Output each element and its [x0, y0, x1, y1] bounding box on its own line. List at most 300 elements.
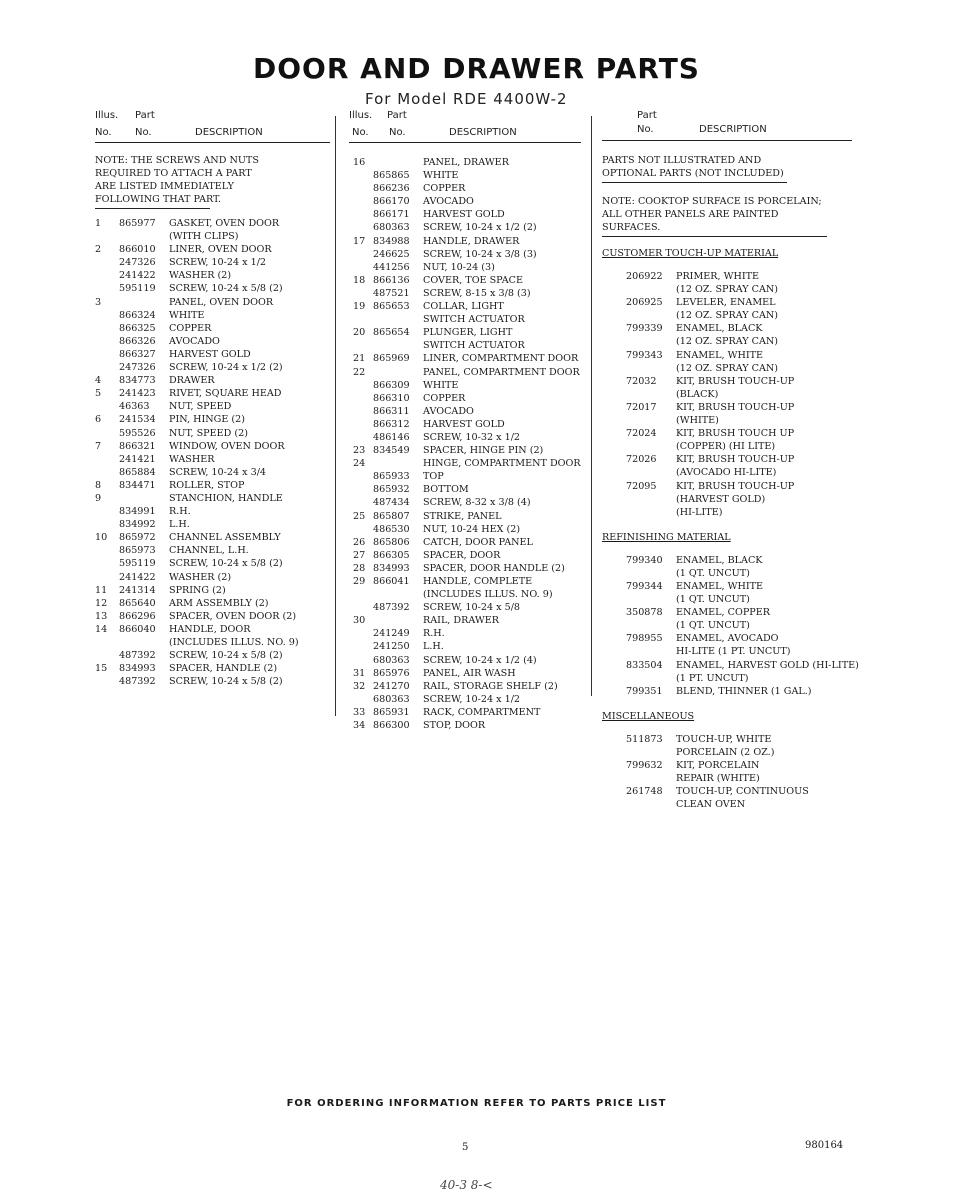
- table-row: [602, 772, 852, 785]
- part-number: 487521: [373, 287, 410, 299]
- table-row: [95, 571, 330, 584]
- table-row: [95, 217, 330, 230]
- table-row: [602, 466, 852, 479]
- table-row: [349, 300, 581, 313]
- part-number: 72024: [626, 428, 657, 440]
- illus-number: 10: [95, 532, 108, 544]
- part-description: CATCH, DOOR PANEL: [423, 536, 533, 548]
- table-row: [349, 562, 581, 575]
- part-description: COPPER: [169, 322, 212, 334]
- part-number: 241314: [119, 584, 156, 596]
- illus-number: 8: [95, 479, 102, 491]
- part-description: ENAMEL, COPPER: [676, 607, 770, 619]
- page-subtitle: For Model RDE 4400W-2: [365, 90, 568, 108]
- table-row: [349, 483, 581, 496]
- table-row: [95, 243, 330, 256]
- part-description: (1 QT. UNCUT): [676, 567, 750, 579]
- part-description: ENAMEL, WHITE: [676, 580, 764, 592]
- part-description: LINER, OVEN DOOR: [169, 244, 272, 256]
- table-row: [349, 195, 581, 208]
- part-number: 72026: [626, 454, 657, 466]
- table-row: [95, 374, 330, 387]
- part-number: 865931: [373, 706, 410, 718]
- table-row: [349, 156, 581, 169]
- note-rule: [602, 236, 827, 237]
- table-row: [349, 640, 581, 653]
- part-number: 866309: [373, 379, 410, 391]
- part-number: 241249: [373, 628, 410, 640]
- section-heading: REFINISHING MATERIAL: [602, 531, 731, 543]
- part-description: KIT, BRUSH TOUCH-UP: [676, 375, 795, 387]
- part-number: 866010: [119, 244, 156, 256]
- table-row: [602, 296, 852, 309]
- part-description: TOP: [423, 471, 444, 483]
- part-description: L.H.: [423, 641, 444, 653]
- illus-number: 5: [95, 388, 102, 400]
- part-description: SCREW, 10-24 x 5/8 (2): [169, 283, 283, 295]
- part-description: SPACER, HANDLE (2): [169, 663, 278, 675]
- table-row: [95, 544, 330, 557]
- part-description: ENAMEL, BLACK: [676, 323, 763, 335]
- part-description: NUT, 10-24 (3): [423, 261, 495, 273]
- part-number: 834991: [119, 506, 156, 518]
- part-number: 866136: [373, 274, 410, 286]
- illus-number: 4: [95, 375, 102, 387]
- table-row: [349, 680, 581, 693]
- header-description: DESCRIPTION: [699, 124, 767, 135]
- table-row: [602, 554, 852, 567]
- part-description: BOTTOM: [423, 484, 469, 496]
- part-description: LINER, COMPARTMENT DOOR: [423, 353, 579, 365]
- note-rule: [95, 208, 210, 209]
- part-description: ENAMEL, AVOCADO: [676, 633, 779, 645]
- part-description: COPPER: [423, 392, 466, 404]
- parts-list: [95, 217, 330, 688]
- table-row: [349, 339, 581, 352]
- part-description: STRIKE, PANEL: [423, 510, 502, 522]
- table-row: [349, 405, 581, 418]
- part-description: COLLAR, LIGHT: [423, 301, 504, 313]
- part-number: 261748: [626, 786, 663, 798]
- table-row: [95, 649, 330, 662]
- part-description: (HI-LITE): [676, 506, 723, 518]
- part-description: HARVEST GOLD: [169, 348, 251, 360]
- table-row: [95, 413, 330, 426]
- table-row: [349, 536, 581, 549]
- illus-number: 23: [353, 445, 366, 457]
- table-row: [349, 667, 581, 680]
- part-number: 866171: [373, 209, 410, 221]
- section-rows: [602, 554, 859, 698]
- note-line: ARE LISTED IMMEDIATELY: [95, 181, 234, 192]
- table-row: [602, 506, 852, 519]
- part-number: 595526: [119, 427, 156, 439]
- parts-list: [349, 156, 581, 732]
- part-number: 241421: [119, 453, 156, 465]
- table-row: [602, 567, 852, 580]
- part-description: SCREW, 10-24 x 1/2 (2): [169, 362, 283, 374]
- part-description: PRIMER, WHITE: [676, 271, 760, 282]
- part-number: 834992: [119, 519, 156, 531]
- part-number: 865932: [373, 484, 410, 496]
- table-row: [349, 457, 581, 470]
- part-number: 241423: [119, 388, 156, 400]
- illus-number: 19: [353, 301, 366, 313]
- part-number: 241250: [373, 641, 410, 653]
- part-number: 834471: [119, 479, 156, 491]
- part-number: 441256: [373, 261, 410, 273]
- part-description: (12 OZ. SPRAY CAN): [676, 362, 779, 374]
- part-number: 487392: [119, 676, 156, 688]
- part-description: (12 OZ. SPRAY CAN): [676, 336, 779, 348]
- illus-number: 7: [95, 440, 102, 452]
- header-rule: [349, 142, 581, 143]
- table-row: [602, 606, 852, 619]
- page-number: 5: [462, 1142, 469, 1153]
- part-description: HARVEST GOLD: [423, 418, 505, 430]
- table-row: [602, 270, 852, 283]
- part-description: PIN, HINGE (2): [169, 414, 245, 426]
- section-heading: CUSTOMER TOUCH-UP MATERIAL: [602, 248, 779, 259]
- illus-number: 1: [95, 218, 102, 229]
- part-description: SCREW, 10-24 x 5/8 (2): [169, 650, 283, 662]
- column-header: [349, 110, 581, 144]
- header-part: Part: [135, 110, 155, 121]
- part-description: SPACER, DOOR: [423, 549, 501, 561]
- part-number: 206922: [626, 271, 663, 282]
- part-description: ENAMEL, BLACK: [676, 554, 763, 566]
- illus-number: 28: [353, 562, 366, 574]
- page-title: DOOR AND DRAWER PARTS: [253, 52, 700, 85]
- part-number: 866040: [119, 623, 156, 635]
- part-description: SCREW, 10-24 x 5/8 (2): [169, 676, 283, 688]
- header-illus: Illus.: [95, 110, 119, 121]
- part-number: 866305: [373, 549, 410, 561]
- part-description: ENAMEL, HARVEST GOLD (HI-LITE): [676, 659, 859, 671]
- part-description: (1 QT. UNCUT): [676, 594, 750, 606]
- illus-number: 29: [353, 576, 366, 587]
- table-row: [95, 479, 330, 492]
- table-row: [602, 440, 852, 453]
- column-header: [602, 110, 852, 144]
- part-description: CLEAN OVEN: [676, 799, 746, 811]
- table-row: [602, 309, 852, 322]
- part-description: NUT, SPEED (2): [169, 427, 248, 439]
- part-description: WASHER (2): [169, 270, 232, 282]
- part-description: HI-LITE (1 PT. UNCUT): [676, 646, 791, 658]
- part-number: 865865: [373, 170, 410, 182]
- table-row: [349, 235, 581, 248]
- part-number: 865640: [119, 597, 156, 609]
- handwritten-mark: 40-3 8-<: [440, 1178, 493, 1192]
- table-row: [349, 326, 581, 339]
- illus-number: 18: [353, 274, 366, 286]
- part-description: PLUNGER, LIGHT: [423, 327, 513, 339]
- table-row: [95, 400, 330, 413]
- header-description: DESCRIPTION: [449, 127, 517, 138]
- table-row: [602, 685, 852, 698]
- header-part-no: No.: [637, 124, 654, 135]
- part-number: 834993: [373, 562, 410, 574]
- part-number: 487434: [373, 497, 410, 509]
- header-illus: Illus.: [349, 110, 373, 121]
- part-description: PANEL, DRAWER: [423, 157, 509, 168]
- note-rule: [602, 182, 787, 183]
- part-description: SCREW, 10-24 x 1/2: [169, 257, 267, 269]
- part-number: 799340: [626, 554, 663, 566]
- part-description: SCREW, 10-24 x 1/2: [423, 693, 521, 705]
- part-number: 595119: [119, 283, 156, 295]
- part-description: AVOCADO: [169, 335, 220, 347]
- part-number: 798955: [626, 633, 663, 645]
- header-description: DESCRIPTION: [195, 127, 263, 138]
- table-row: [95, 675, 330, 688]
- table-row: [95, 518, 330, 531]
- note-line: FOLLOWING THAT PART.: [95, 194, 222, 205]
- part-number: 865976: [373, 667, 410, 679]
- illus-number: 32: [353, 680, 366, 692]
- table-row: [95, 440, 330, 453]
- table-row: [602, 414, 852, 427]
- part-description: LEVELER, ENAMEL: [676, 297, 776, 309]
- part-number: 865884: [119, 466, 156, 478]
- table-row: [349, 549, 581, 562]
- table-row: [95, 466, 330, 479]
- illus-number: 9: [95, 492, 102, 504]
- part-description: (AVOCADO HI-LITE): [676, 467, 777, 479]
- parts-column-3: [602, 110, 859, 811]
- note-line: REQUIRED TO ATTACH A PART: [95, 168, 252, 179]
- part-description: SCREW, 8-15 x 3/8 (3): [423, 287, 531, 299]
- part-number: 866327: [119, 348, 156, 360]
- parts-column-1: [95, 110, 330, 688]
- part-number: 833504: [626, 659, 663, 671]
- part-number: 241422: [119, 571, 156, 583]
- table-row: [349, 693, 581, 706]
- part-description: KIT, BRUSH TOUCH UP: [676, 428, 795, 440]
- part-description: PORCELAIN (2 OZ.): [676, 746, 775, 758]
- illus-number: 14: [95, 623, 108, 635]
- part-description: (HARVEST GOLD): [676, 493, 766, 505]
- part-description: CHANNEL, L.H.: [169, 545, 249, 557]
- table-row: [95, 557, 330, 570]
- part-number: 866324: [119, 309, 156, 321]
- optional-parts: [602, 154, 859, 811]
- table-row: [349, 261, 581, 274]
- document-number: 980164: [805, 1140, 844, 1151]
- section-rows: [602, 270, 852, 519]
- part-description: AVOCADO: [423, 196, 474, 208]
- illus-number: 25: [353, 510, 366, 522]
- table-row: [349, 654, 581, 667]
- table-row: [602, 733, 852, 746]
- table-row: [349, 392, 581, 405]
- not-illustrated-note: [602, 154, 852, 180]
- header-no: No.: [95, 127, 112, 138]
- part-description: R.H.: [169, 506, 191, 518]
- part-description: SCREW, 10-24 x 1/2 (2): [423, 222, 537, 234]
- table-row: [602, 322, 852, 335]
- part-description: WHITE: [169, 309, 205, 321]
- table-row: [349, 221, 581, 234]
- table-row: [349, 719, 581, 732]
- part-description: NUT, 10-24 HEX (2): [423, 523, 521, 535]
- part-number: 866300: [373, 720, 410, 732]
- part-description: (1 PT. UNCUT): [676, 672, 749, 684]
- illus-number: 31: [353, 667, 366, 679]
- table-row: [349, 248, 581, 261]
- part-number: 799632: [626, 760, 663, 771]
- part-number: 866310: [373, 392, 410, 404]
- table-row: [95, 269, 330, 282]
- illus-number: 15: [95, 663, 108, 675]
- table-row: [349, 169, 581, 182]
- part-description: TOUCH-UP, CONTINUOUS: [676, 786, 809, 798]
- part-description: KIT, BRUSH TOUCH-UP: [676, 454, 795, 466]
- illus-number: 17: [353, 235, 366, 247]
- part-description: SCREW, 10-24 x 1/2 (4): [423, 654, 537, 666]
- table-row: [95, 322, 330, 335]
- part-description: SPACER, DOOR HANDLE (2): [423, 562, 565, 574]
- table-row: [602, 453, 852, 466]
- illus-number: 12: [95, 597, 108, 609]
- section-rows: [602, 733, 852, 812]
- part-number: 865933: [373, 471, 410, 483]
- table-row: [349, 313, 581, 326]
- part-description: SCREW, 10-32 x 1/2: [423, 431, 521, 443]
- illus-number: 33: [353, 706, 366, 718]
- part-description: RACK, COMPARTMENT: [423, 706, 541, 718]
- part-number: 834993: [119, 663, 156, 675]
- part-number: 866321: [119, 440, 156, 452]
- column-divider: [335, 116, 336, 716]
- part-number: 865653: [373, 301, 410, 313]
- table-row: [349, 588, 581, 601]
- header-part: Part: [637, 110, 657, 121]
- note-line: PARTS NOT ILLUSTRATED AND: [602, 155, 762, 166]
- part-description: CHANNEL ASSEMBLY: [169, 532, 281, 544]
- part-description: HANDLE, DRAWER: [423, 235, 520, 247]
- part-number: 247326: [119, 257, 156, 269]
- table-row: [95, 453, 330, 466]
- part-number: 241534: [119, 414, 156, 426]
- table-row: [95, 492, 330, 505]
- table-row: [95, 387, 330, 400]
- header-rule: [602, 140, 852, 141]
- part-number: 866312: [373, 418, 410, 430]
- illus-number: 16: [353, 157, 366, 168]
- part-description: ARM ASSEMBLY (2): [169, 597, 269, 609]
- part-number: 72032: [626, 375, 657, 387]
- table-row: [95, 636, 330, 649]
- table-row: [95, 361, 330, 374]
- part-description: (12 OZ. SPRAY CAN): [676, 284, 779, 296]
- table-row: [602, 401, 852, 414]
- part-description: DRAWER: [169, 375, 215, 387]
- part-number: 350878: [626, 607, 663, 619]
- part-description: L.H.: [169, 519, 190, 531]
- part-description: RIVET, SQUARE HEAD: [169, 388, 282, 400]
- part-description: SWITCH ACTUATOR: [423, 314, 525, 326]
- table-row: [602, 659, 859, 672]
- part-number: 866325: [119, 322, 156, 334]
- table-row: [95, 584, 330, 597]
- part-description: ROLLER, STOP: [169, 479, 245, 491]
- table-row: [602, 283, 852, 296]
- table-row: [349, 287, 581, 300]
- table-row: [602, 580, 852, 593]
- part-description: HANDLE, COMPLETE: [423, 576, 533, 587]
- illus-number: 27: [353, 549, 366, 561]
- part-description: RAIL, DRAWER: [423, 615, 499, 627]
- part-number: 487392: [119, 650, 156, 662]
- ordering-footer: FOR ORDERING INFORMATION REFER TO PARTS PRICE LIST: [286, 1098, 667, 1109]
- part-description: SCREW, 8-32 x 3/8 (4): [423, 497, 531, 509]
- table-row: [602, 375, 852, 388]
- part-description: SPRING (2): [169, 584, 226, 596]
- part-description: SPACER, OVEN DOOR (2): [169, 610, 297, 622]
- part-description: PANEL, COMPARTMENT DOOR: [423, 366, 580, 378]
- part-description: WASHER: [169, 453, 215, 465]
- table-row: [349, 208, 581, 221]
- part-number: 247326: [119, 362, 156, 374]
- part-number: 241422: [119, 270, 156, 282]
- illus-number: 34: [353, 720, 366, 732]
- table-row: [349, 496, 581, 509]
- column-header: [95, 110, 330, 144]
- part-description: TOUCH-UP, WHITE: [676, 733, 772, 745]
- header-part-no: No.: [135, 127, 152, 138]
- illus-number: 2: [95, 244, 102, 256]
- note-line: NOTE: THE SCREWS AND NUTS: [95, 155, 259, 166]
- part-number: 866236: [373, 183, 410, 195]
- part-description: (BLACK): [676, 388, 719, 400]
- part-description: (INCLUDES ILLUS. NO. 9): [423, 589, 553, 601]
- parts-column-2: [349, 110, 581, 732]
- part-number: 799343: [626, 349, 663, 361]
- part-number: 866326: [119, 335, 156, 347]
- part-description: SCREW, 10-24 x 3/8 (3): [423, 248, 537, 260]
- note-line: OPTIONAL PARTS (NOT INCLUDED): [602, 168, 784, 179]
- table-row: [602, 388, 852, 401]
- table-row: [349, 444, 581, 457]
- note-line: NOTE: COOKTOP SURFACE IS PORCELAIN;: [602, 196, 822, 207]
- illus-number: 11: [95, 584, 108, 596]
- part-number: 511873: [626, 733, 663, 745]
- part-number: 486530: [373, 523, 410, 535]
- part-number: 680363: [373, 693, 410, 705]
- table-row: [95, 623, 330, 636]
- table-row: [349, 366, 581, 379]
- part-description: SWITCH ACTUATOR: [423, 340, 525, 352]
- table-row: [95, 309, 330, 322]
- table-row: [349, 431, 581, 444]
- part-number: 72017: [626, 401, 657, 413]
- part-description: (WITH CLIPS): [169, 231, 239, 243]
- part-description: WINDOW, OVEN DOOR: [169, 440, 285, 452]
- part-number: 866311: [373, 405, 410, 417]
- table-row: [95, 230, 330, 243]
- cooktop-note: [602, 195, 852, 234]
- table-row: [349, 470, 581, 483]
- part-description: WHITE: [423, 170, 459, 182]
- part-number: 799351: [626, 685, 663, 697]
- part-description: WASHER (2): [169, 571, 232, 583]
- part-number: 865969: [373, 353, 410, 365]
- part-number: 865654: [373, 327, 410, 339]
- table-row: [602, 593, 852, 606]
- part-number: 834773: [119, 375, 156, 387]
